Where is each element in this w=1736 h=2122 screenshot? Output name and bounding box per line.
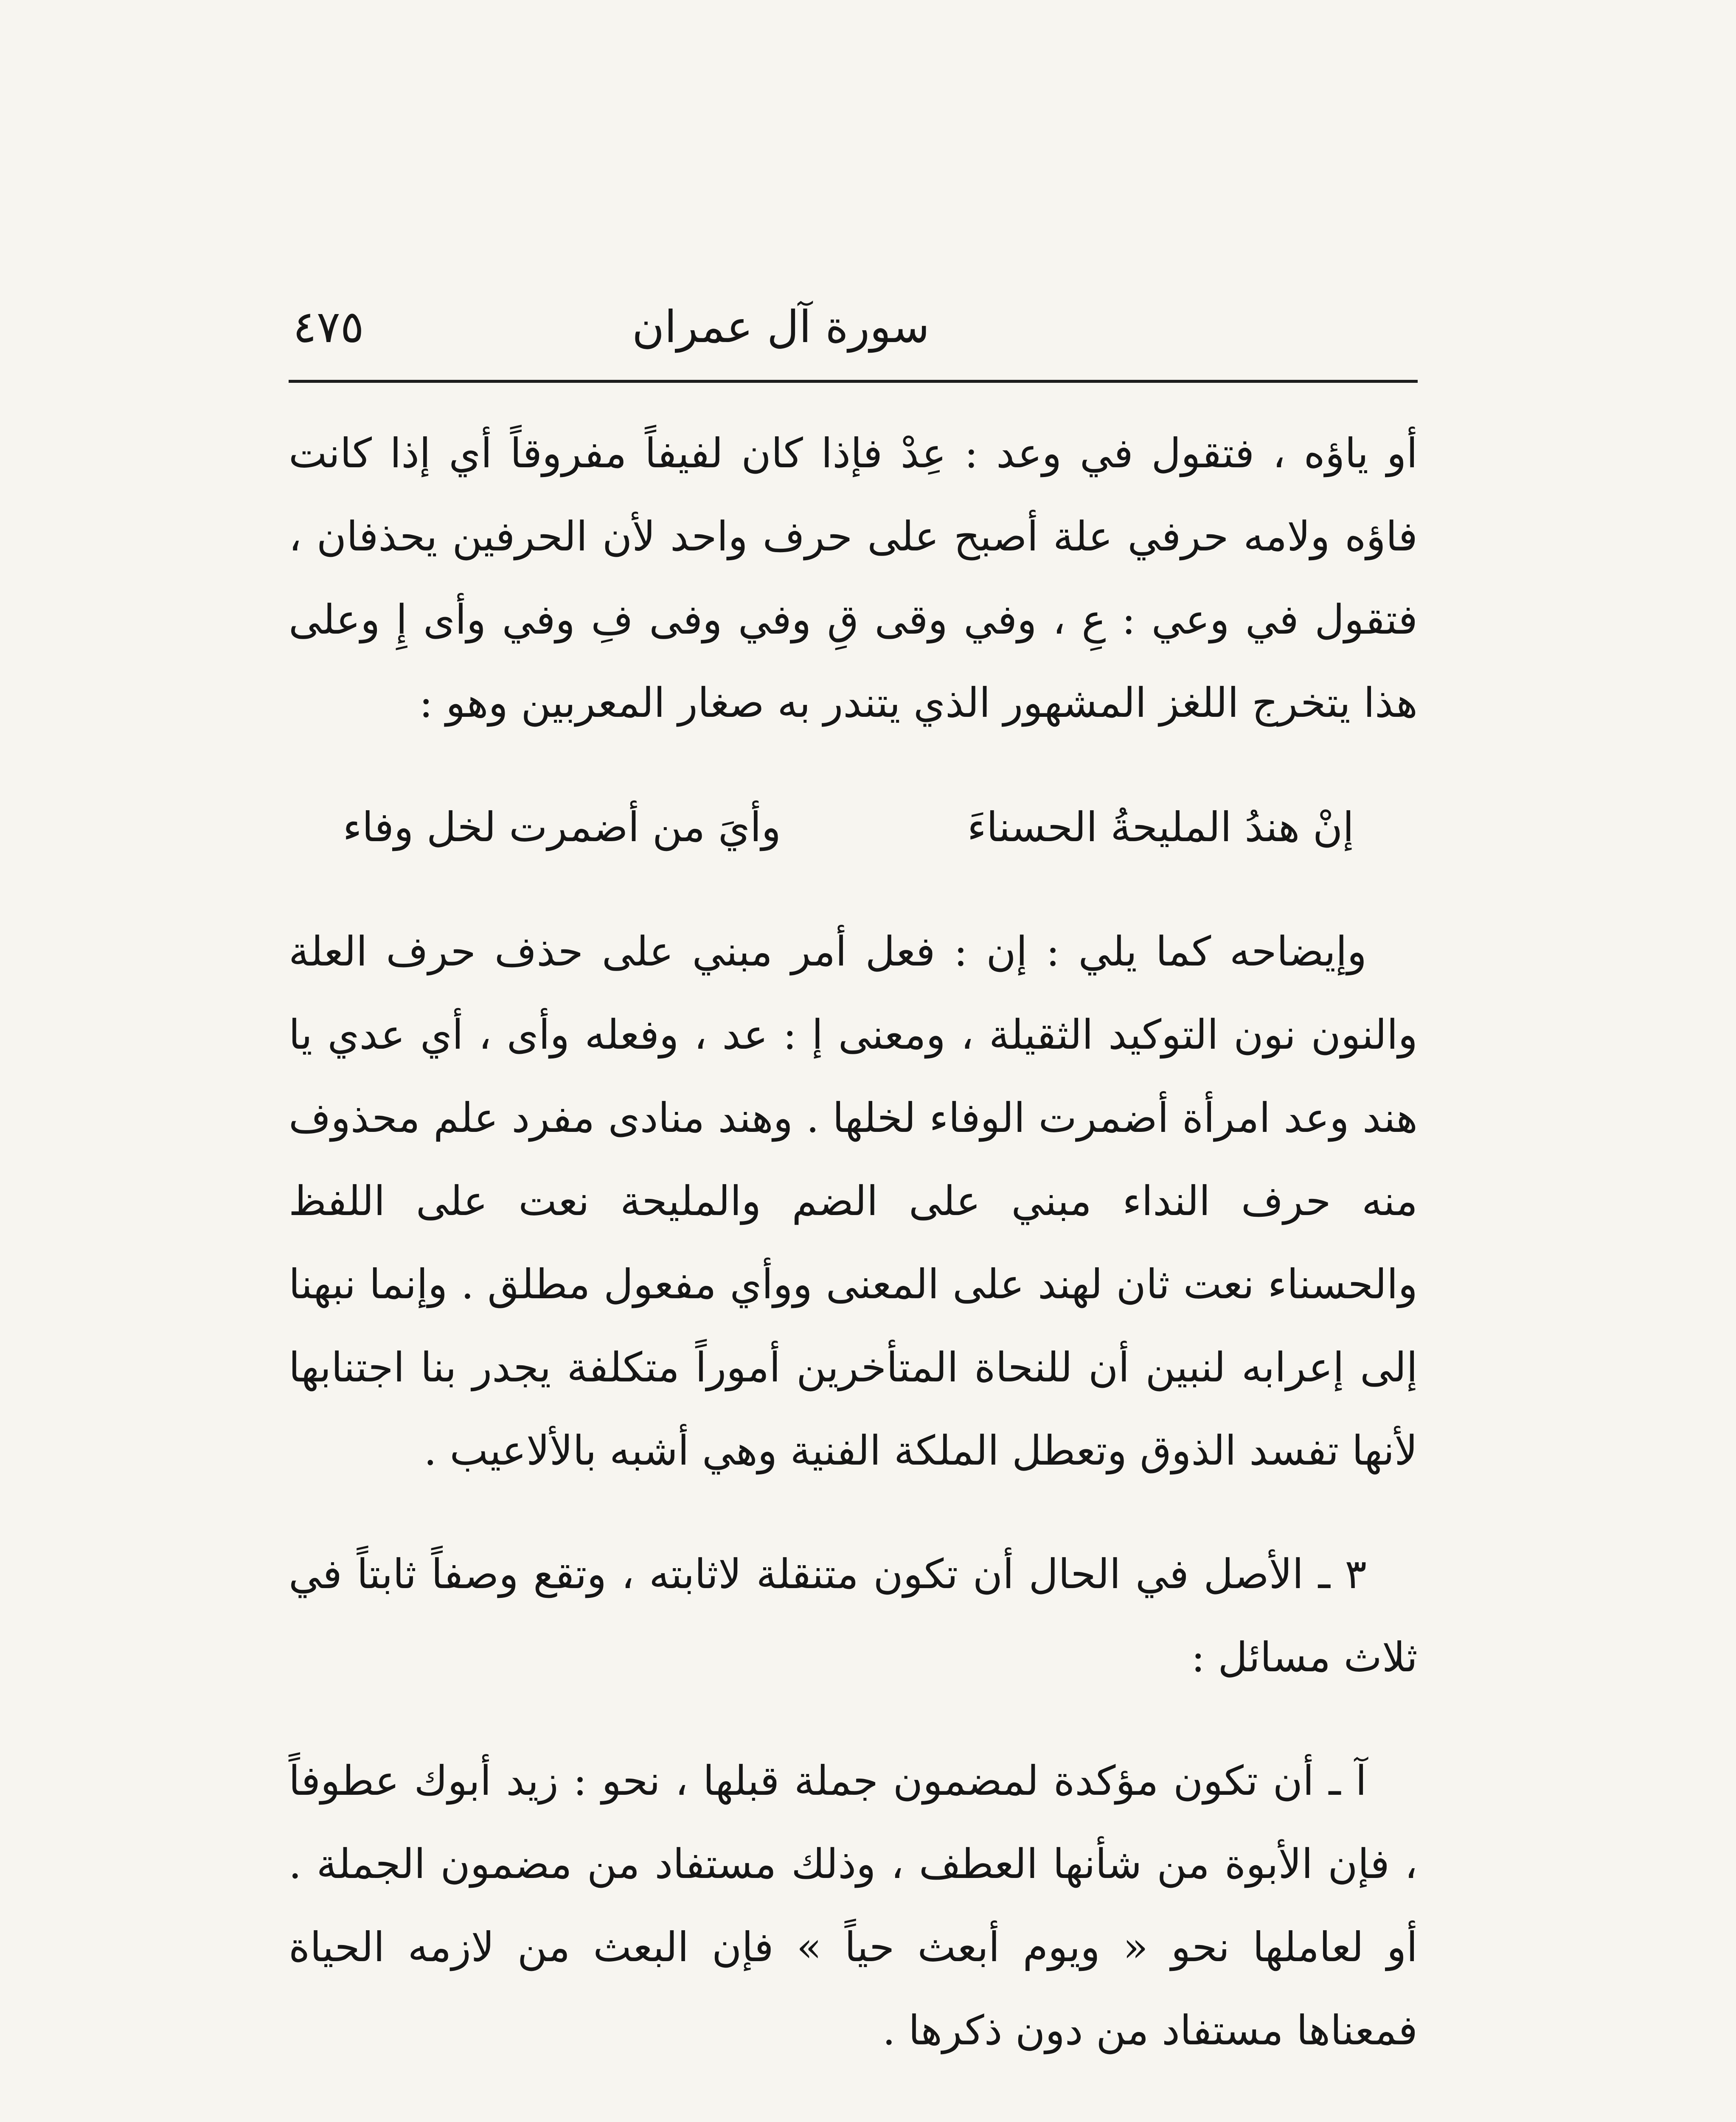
- paragraph-explanation: وإيضاحه كما يلي : إن : فعل أمر مبني على حذف حرف العلة والنون نون التوكيد الثقيلة ، ومعنى إ : عد ، وفعله وأى ، أي عدي يا هند وعد امرأة أضمرت الوفاء لخلها . وهند منادى مفرد علم محذوف منه حرف النداء مبني على الضم والمليحة نعت على اللفظ والحسناء نعت ثان لهند على المعنى ووأي مفعول مطلق . وإنما نبهنا إلى إعرابه لنبين أن للنحاة المتأخرين أموراً متكلفة يجدر بنا اجتنابها لأنها تفسد الذوق وتعطل الملكة الفنية وهي أشبه بالألاعيب .: [289, 928, 1418, 1474]
- verse-first-hemistich: إنْ هندُ المليحةُ الحسناءَ: [967, 803, 1354, 851]
- paragraph-case-b: [289, 2112, 1418, 2122]
- paragraph-rule-3: ٣ ـ الأصل في الحال أن تكون متنقلة لاثابته ، وتقع وصفاً ثابتاً في ثلاث مسائل :: [289, 1550, 1418, 1681]
- verse-second-hemistich: وأيَ من أضمرت لخل وفاء: [343, 803, 781, 851]
- running-title: سورة آل عمران: [632, 301, 930, 353]
- page-number: ٤٧٥: [293, 301, 364, 353]
- page-header: [293, 297, 1413, 365]
- spacer: [289, 744, 1418, 785]
- poetry-verse: [289, 785, 1418, 870]
- header-divider: [289, 380, 1418, 383]
- spacer: [289, 1492, 1418, 1533]
- spacer: [289, 870, 1418, 910]
- spacer: [289, 1699, 1418, 1739]
- page-body: [289, 412, 1418, 2122]
- paragraph-1: أو ياؤه ، فتقول في وعد : عِدْ فإذا كان لفيفاً مفروقاً أي إذا كانت فاؤه ولامه حرفي علة أصبح على حرف واحد لأن الحرفين يحذفان ، فتقول في وعي : عِ ، وفي وقى قِ وفي وفى فِ وفي وأى إِ وعلى هذا يتخرج اللغز المشهور الذي يتندر به صغار المعربين وهو :: [289, 429, 1418, 727]
- paragraph-case-a: آ ـ أن تكون مؤكدة لمضمون جملة قبلها ، نحو : زيد أبوك عطوفاً ، فإن الأبوة من شأنها العطف ، وذلك مستفاد من مضمون الجملة . أو لعاملها نحو « ويوم أبعث حياً » فإن البعث من لازمه الحياة فمعناها مستفاد من دون ذكرها .: [289, 1757, 1418, 2054]
- spacer: [289, 2072, 1418, 2112]
